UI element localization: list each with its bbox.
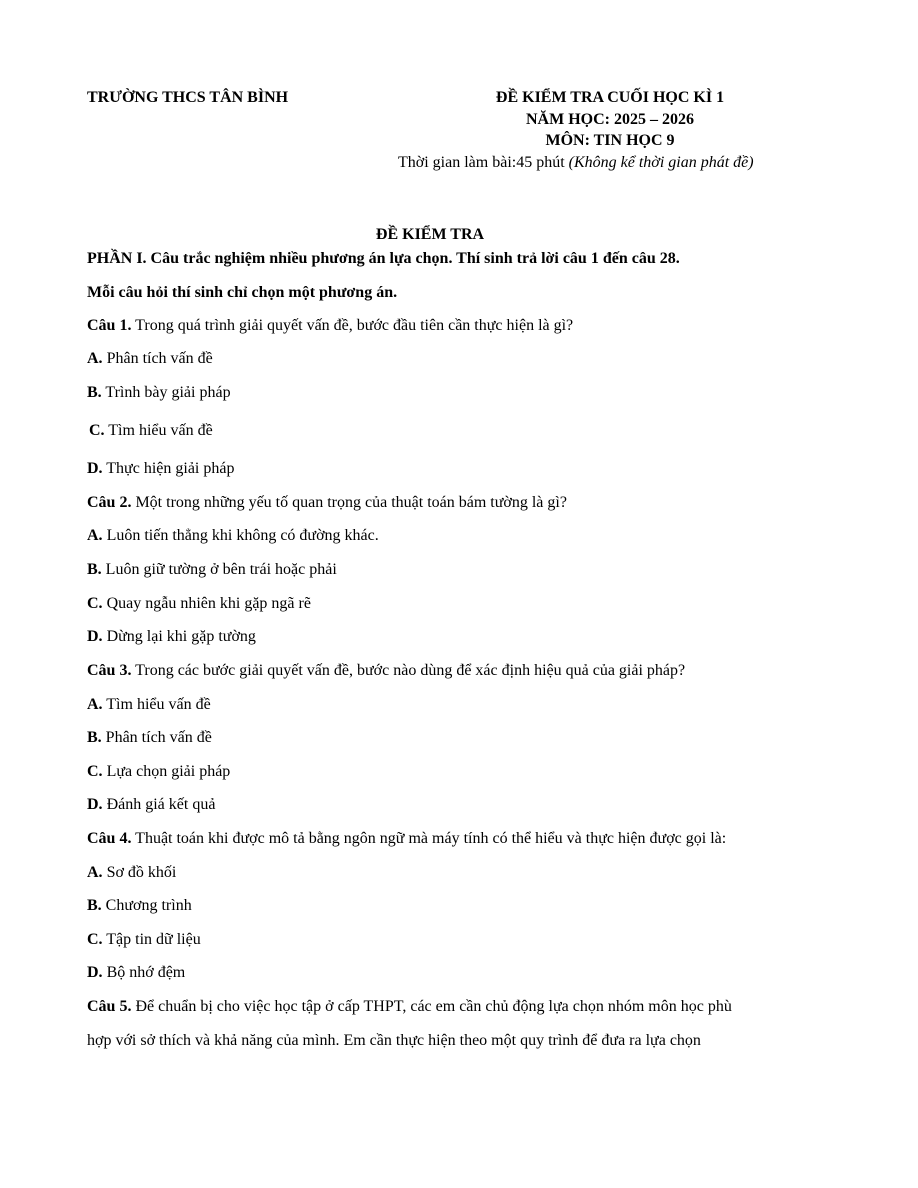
option-key: D. — [87, 796, 103, 813]
question-2-option-a — [87, 526, 379, 546]
question-label: Câu 1. — [87, 317, 132, 334]
option-key: C. — [87, 595, 103, 612]
question-label: Câu 4. — [87, 830, 132, 847]
question-label: Câu 5. — [87, 998, 132, 1015]
option-key: A. — [87, 527, 103, 544]
option-text: Luôn tiến thẳng khi không có đường khác. — [102, 527, 379, 544]
option-text: Quay ngẫu nhiên khi gặp ngã rẽ — [102, 595, 311, 612]
question-text: Thuật toán khi được mô tả bằng ngôn ngữ mà máy tính có thể hiểu và thực hiện được gọi là: — [131, 830, 727, 847]
option-key: A. — [87, 350, 103, 367]
option-text: Phân tích vấn đề — [101, 729, 212, 746]
question-3 — [87, 661, 685, 681]
question-2-option-b — [87, 560, 337, 580]
question-4-option-c — [87, 930, 201, 950]
option-text: Dừng lại khi gặp tường — [102, 628, 256, 645]
part-1-instruction-2: Mỗi câu hỏi thí sinh chỉ chọn một phương án. — [87, 284, 398, 301]
part-1-instruction: PHẦN I. Câu trắc nghiệm nhiều phương án lựa chọn. Thí sinh trả lời câu 1 đến câu 28. — [87, 250, 680, 267]
question-1-option-c — [89, 421, 213, 441]
option-key: C. — [87, 763, 103, 780]
subject: MÔN: TIN HỌC 9 — [545, 132, 675, 149]
option-key: B. — [87, 384, 102, 401]
option-key: D. — [87, 628, 103, 645]
option-key: D. — [87, 964, 103, 981]
option-key: C. — [89, 422, 105, 439]
question-2 — [87, 493, 567, 513]
question-1-option-a — [87, 349, 213, 369]
question-2-option-d — [87, 627, 256, 647]
question-4 — [87, 829, 726, 849]
option-key: B. — [87, 561, 102, 578]
option-text: Luôn giữ tường ở bên trái hoặc phải — [101, 561, 337, 578]
question-label: Câu 2. — [87, 494, 132, 511]
option-text: Chương trình — [101, 897, 192, 914]
question-text: Một trong những yếu tố quan trọng của thuật toán bám tường là gì? — [131, 494, 567, 511]
question-4-option-d — [87, 963, 185, 983]
option-key: B. — [87, 729, 102, 746]
option-text: Tìm hiểu vấn đề — [104, 422, 213, 439]
option-text: Bộ nhớ đệm — [102, 964, 186, 981]
option-key: D. — [87, 460, 103, 477]
school-year: NĂM HỌC: 2025 – 2026 — [526, 111, 694, 128]
question-3-option-d — [87, 795, 215, 815]
option-text: Đánh giá kết quả — [102, 796, 216, 813]
option-text: Tập tin dữ liệu — [102, 931, 201, 948]
question-label: Câu 3. — [87, 662, 132, 679]
question-3-option-a — [87, 695, 211, 715]
question-3-option-b — [87, 728, 212, 748]
exam-time — [398, 153, 754, 173]
question-text: Trong quá trình giải quyết vấn đề, bước đầu tiên cần thực hiện là gì? — [131, 317, 574, 334]
question-text: Để chuẩn bị cho việc học tập ở cấp THPT, các em cần chủ động lựa chọn nhóm môn học phù — [131, 998, 732, 1015]
section-title: ĐỀ KIỂM TRA — [375, 226, 485, 243]
option-text: Lựa chọn giải pháp — [102, 763, 231, 780]
question-4-option-a — [87, 863, 176, 883]
question-5 — [87, 997, 732, 1017]
option-text: Sơ đồ khối — [102, 864, 177, 881]
question-1-option-d — [87, 459, 234, 479]
option-key: A. — [87, 696, 103, 713]
exam-time-note: (Không kể thời gian phát đề) — [568, 154, 754, 171]
option-text: Phân tích vấn đề — [102, 350, 213, 367]
option-text: Thực hiện giải pháp — [102, 460, 235, 477]
option-key: C. — [87, 931, 103, 948]
option-key: B. — [87, 897, 102, 914]
question-3-option-c — [87, 762, 230, 782]
exam-time-text: Thời gian làm bài:45 phút — [398, 154, 569, 171]
exam-title: ĐỀ KIỂM TRA CUỐI HỌC KÌ 1 — [495, 89, 725, 106]
question-4-option-b — [87, 896, 192, 916]
option-key: A. — [87, 864, 103, 881]
school-name: TRƯỜNG THCS TÂN BÌNH — [87, 89, 289, 106]
question-5-continued: hợp với sở thích và khả năng của mình. Em cần thực hiện theo một quy trình để đưa ra lựa chọn — [87, 1032, 701, 1049]
option-text: Trình bày giải pháp — [101, 384, 231, 401]
question-text: Trong các bước giải quyết vấn đề, bước nào dùng để xác định hiệu quả của giải pháp? — [131, 662, 686, 679]
question-1 — [87, 316, 573, 336]
question-2-option-c — [87, 594, 311, 614]
option-text: Tìm hiểu vấn đề — [102, 696, 211, 713]
question-1-option-b — [87, 383, 231, 403]
